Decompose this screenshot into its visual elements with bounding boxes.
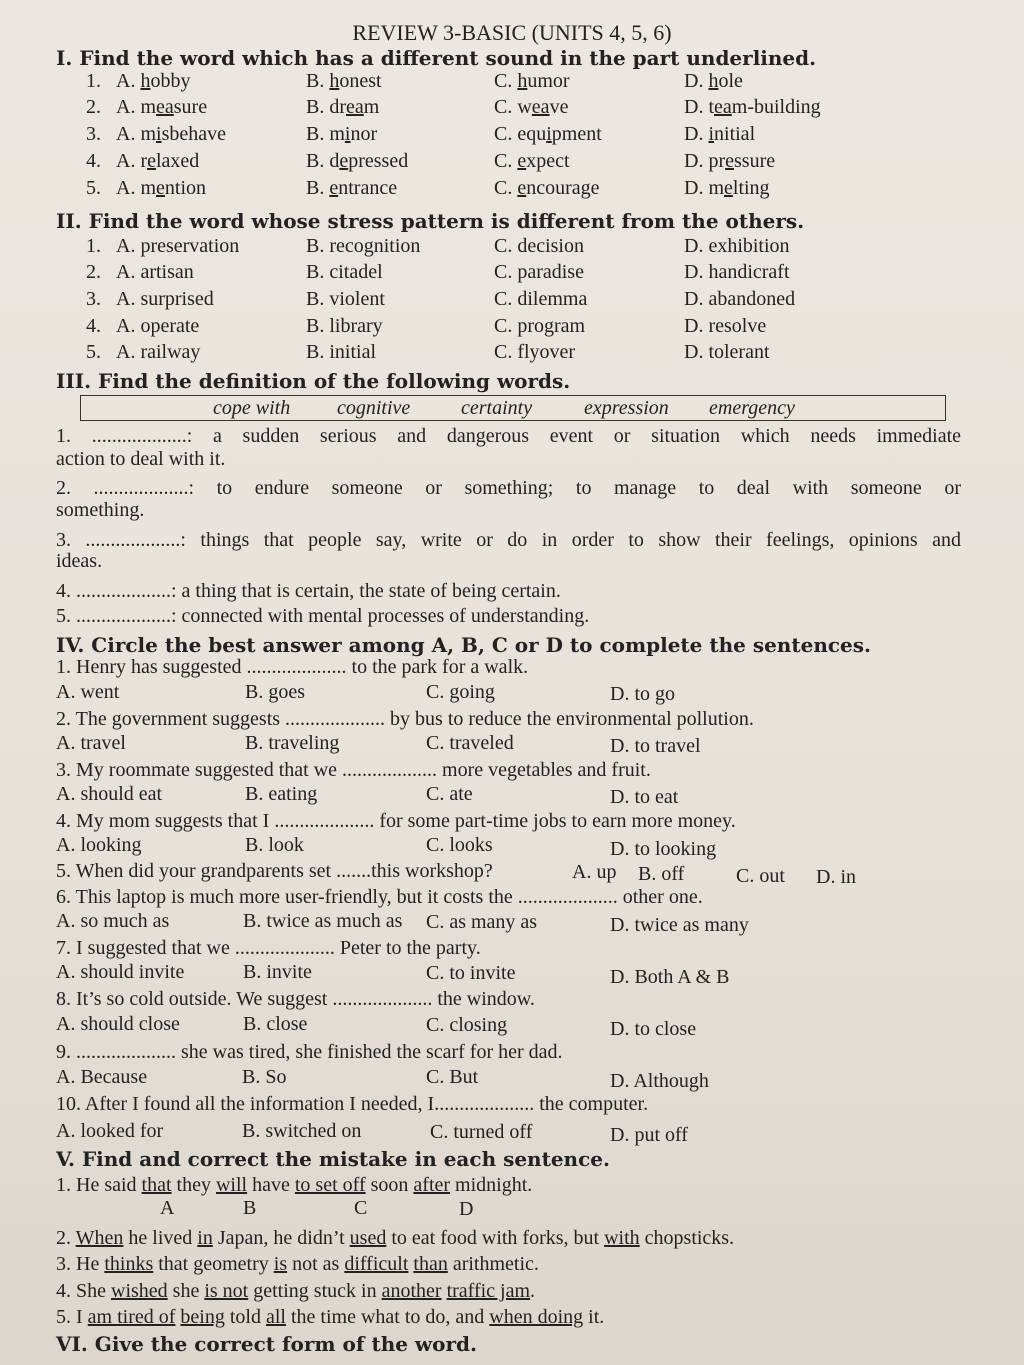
option-b[interactable]: B. invite bbox=[243, 961, 312, 983]
option-c[interactable]: C. program bbox=[494, 315, 586, 337]
underlined-part: e bbox=[156, 177, 165, 199]
section-3-heading: III. Find the definition of the following words. bbox=[56, 369, 571, 393]
option-c[interactable]: C. dilemma bbox=[494, 288, 588, 310]
option-b[interactable]: B. twice as much as bbox=[243, 910, 403, 932]
underlined-part: difficult bbox=[344, 1253, 409, 1275]
option-a[interactable]: A. railway bbox=[116, 341, 201, 363]
section-1-heading: I. Find the word which has a different sound in the part underlined. bbox=[56, 46, 817, 70]
option-d[interactable]: D. team-building bbox=[684, 96, 821, 118]
definition-2-cont: something. bbox=[56, 499, 145, 521]
option-c[interactable]: C. flyover bbox=[494, 341, 576, 363]
underlined-part: is not bbox=[204, 1280, 249, 1302]
question-row bbox=[0, 341, 1024, 367]
underlined-part: i bbox=[156, 123, 162, 145]
section-4-heading: IV. Circle the best answer among A, B, C or D to complete the sentences. bbox=[56, 633, 871, 657]
option-b[interactable]: B. dream bbox=[306, 96, 380, 118]
option-b[interactable]: B. eating bbox=[245, 783, 318, 805]
question-number: 5. bbox=[86, 341, 101, 363]
word-box-item: certainty bbox=[461, 397, 533, 419]
option-d[interactable]: D. to eat bbox=[610, 786, 679, 808]
option-d[interactable]: D. put off bbox=[610, 1124, 688, 1146]
option-c[interactable]: C. ate bbox=[426, 783, 473, 805]
option-d[interactable]: D. pressure bbox=[684, 150, 776, 172]
error-label-d: D bbox=[459, 1198, 474, 1220]
underlined-part: e bbox=[724, 177, 733, 199]
option-d[interactable]: D. Both A & B bbox=[610, 966, 730, 988]
option-d[interactable]: D. exhibition bbox=[684, 235, 790, 257]
question-9: 9. .................... she was tired, she finished the scarf for her dad. bbox=[56, 1041, 563, 1063]
option-a[interactable]: A. artisan bbox=[116, 261, 194, 283]
underlined-part: i bbox=[344, 123, 351, 145]
underlined-part: When bbox=[75, 1227, 124, 1249]
definition-1-cont: action to deal with it. bbox=[56, 448, 226, 470]
option-a[interactable]: A. surprised bbox=[116, 288, 214, 310]
option-b[interactable]: B. So bbox=[242, 1066, 287, 1088]
option-d[interactable]: D. tolerant bbox=[684, 341, 770, 363]
option-c[interactable]: C. to invite bbox=[426, 962, 516, 984]
underlined-part: e bbox=[517, 177, 527, 199]
option-d[interactable]: D. melting bbox=[684, 177, 770, 199]
underlined-part: when doing bbox=[489, 1306, 584, 1328]
error-label-b: B bbox=[243, 1197, 257, 1219]
option-a[interactable]: A. looking bbox=[56, 834, 142, 856]
word-box-item: emergency bbox=[709, 397, 795, 419]
underlined-part: traffic jam bbox=[446, 1280, 531, 1302]
option-c[interactable]: C. expect bbox=[494, 150, 570, 172]
underlined-part: ea bbox=[156, 96, 174, 118]
option-b[interactable]: B. close bbox=[243, 1013, 308, 1035]
error-sentence-5: 5. I am tired of being told all the time what to do, and when doing it. bbox=[56, 1306, 605, 1328]
option-c[interactable]: C. equipment bbox=[494, 123, 602, 145]
question-row bbox=[0, 235, 1024, 261]
question-2: 2. The government suggests .................... by bus to reduce the environmental pollution. bbox=[56, 708, 754, 730]
option-c[interactable]: C. closing bbox=[426, 1014, 508, 1036]
underlined-part: being bbox=[180, 1306, 225, 1328]
option-d[interactable]: D. in bbox=[816, 866, 856, 888]
definition-5: 5. ...................: connected with mental processes of understanding. bbox=[56, 605, 590, 627]
option-d[interactable]: D. hole bbox=[684, 70, 743, 92]
option-a[interactable]: A. should eat bbox=[56, 783, 163, 805]
option-b[interactable]: B. honest bbox=[306, 70, 382, 92]
option-d[interactable]: D. handicraft bbox=[684, 261, 790, 283]
option-c[interactable]: C. decision bbox=[494, 235, 584, 257]
option-c[interactable]: C. out bbox=[736, 865, 785, 887]
option-b[interactable]: B. violent bbox=[306, 288, 385, 310]
definition-2: 2. ...................: to endure someone or something; to manage to deal with someone or bbox=[56, 477, 961, 499]
option-a[interactable]: A. relaxed bbox=[116, 150, 200, 172]
definition-1: 1. ...................: a sudden serious and dangerous event or situation which needs immediate bbox=[56, 425, 961, 447]
question-number: 1. bbox=[86, 70, 101, 92]
page-title: REVIEW 3-BASIC (UNITS 4, 5, 6) bbox=[352, 20, 672, 45]
underlined-part: h bbox=[329, 70, 340, 92]
word-box bbox=[80, 395, 946, 421]
question-number: 3. bbox=[86, 288, 101, 310]
option-b[interactable]: B. depressed bbox=[306, 150, 409, 172]
question-4: 4. My mom suggests that I .................... for some part-time jobs to earn more money. bbox=[56, 810, 736, 832]
question-number: 4. bbox=[86, 315, 101, 337]
underlined-part: e bbox=[725, 150, 734, 172]
underlined-part: e bbox=[147, 150, 156, 172]
option-a[interactable]: A. operate bbox=[116, 315, 200, 337]
error-label-a: A bbox=[160, 1197, 175, 1219]
option-a[interactable]: A. Because bbox=[56, 1066, 148, 1088]
option-b[interactable]: B. off bbox=[638, 863, 685, 885]
underlined-part: ea bbox=[714, 96, 732, 118]
option-b[interactable]: B. entrance bbox=[306, 177, 398, 199]
question-number: 1. bbox=[86, 235, 101, 257]
section-6-heading: VI. Give the correct form of the word. bbox=[56, 1332, 477, 1356]
option-a[interactable]: A. measure bbox=[116, 96, 208, 118]
option-a[interactable]: A. mention bbox=[116, 177, 207, 199]
underlined-part: e bbox=[329, 177, 339, 199]
option-a[interactable]: A. misbehave bbox=[116, 123, 226, 145]
option-d[interactable]: D. abandoned bbox=[684, 288, 796, 310]
underlined-part: ea bbox=[346, 96, 364, 118]
option-a[interactable]: A. went bbox=[56, 681, 120, 703]
option-b[interactable]: B. switched on bbox=[242, 1120, 362, 1142]
definition-3-cont: ideas. bbox=[56, 550, 103, 572]
underlined-part: h bbox=[708, 70, 719, 92]
option-c[interactable]: C. going bbox=[426, 681, 495, 703]
option-c[interactable]: C. paradise bbox=[494, 261, 584, 283]
option-c[interactable]: C. But bbox=[426, 1066, 479, 1088]
option-d[interactable]: D. resolve bbox=[684, 315, 767, 337]
underlined-part: used bbox=[349, 1227, 387, 1249]
option-b[interactable]: B. citadel bbox=[306, 261, 383, 283]
option-d[interactable]: D. Although bbox=[610, 1070, 709, 1092]
option-a[interactable]: A. so much as bbox=[56, 910, 170, 932]
option-a[interactable]: A. travel bbox=[56, 732, 126, 754]
underlined-part: i bbox=[708, 123, 715, 145]
underlined-part: ea bbox=[531, 96, 550, 118]
word-box-item: expression bbox=[584, 397, 669, 419]
underlined-part: with bbox=[604, 1227, 640, 1249]
option-c[interactable]: C. as many as bbox=[426, 911, 538, 933]
option-b[interactable]: B. traveling bbox=[245, 732, 340, 754]
question-number: 3. bbox=[86, 123, 101, 145]
definition-4: 4. ...................: a thing that is certain, the state of being certain. bbox=[56, 580, 561, 602]
question-1: 1. Henry has suggested .................... to the park for a walk. bbox=[56, 656, 529, 678]
word-box-item: cope with bbox=[213, 397, 291, 419]
error-sentence-4: 4. She wished she is not getting stuck in another traffic jam. bbox=[56, 1280, 536, 1302]
underlined-part: will bbox=[215, 1174, 248, 1196]
option-d[interactable]: D. to looking bbox=[610, 838, 717, 860]
question-3: 3. My roommate suggested that we ................... more vegetables and fruit. bbox=[56, 759, 651, 781]
underlined-part: e bbox=[517, 150, 527, 172]
question-row bbox=[0, 150, 1024, 176]
underlined-part: h bbox=[517, 70, 528, 92]
option-a[interactable]: A. should close bbox=[56, 1013, 180, 1035]
option-b[interactable]: B. minor bbox=[306, 123, 378, 145]
underlined-part: after bbox=[413, 1174, 451, 1196]
section-5-heading: V. Find and correct the mistake in each sentence. bbox=[56, 1147, 610, 1171]
error-sentence-2: 2. When he lived in Japan, he didn’t used to eat food with forks, but with chopsticks. bbox=[56, 1227, 735, 1249]
option-c[interactable]: C. humor bbox=[494, 70, 570, 92]
underlined-part: am tired of bbox=[87, 1306, 176, 1328]
option-d[interactable]: D. to go bbox=[610, 683, 675, 705]
question-number: 5. bbox=[86, 177, 101, 199]
question-8: 8. It’s so cold outside. We suggest .................... the window. bbox=[56, 988, 535, 1010]
question-row bbox=[0, 177, 1024, 203]
word-box-item: cognitive bbox=[337, 397, 411, 419]
option-a[interactable]: A. preservation bbox=[116, 235, 240, 257]
question-number: 4. bbox=[86, 150, 101, 172]
question-number: 2. bbox=[86, 261, 101, 283]
underlined-part: in bbox=[197, 1227, 213, 1249]
section-2-heading: II. Find the word whose stress pattern is different from the others. bbox=[56, 209, 805, 233]
underlined-part: e bbox=[339, 150, 349, 172]
option-c[interactable]: C. encourage bbox=[494, 177, 600, 199]
option-c[interactable]: C. turned off bbox=[430, 1121, 533, 1143]
option-a[interactable]: A. hobby bbox=[116, 70, 191, 92]
question-row bbox=[0, 96, 1024, 122]
underlined-part: thinks bbox=[104, 1253, 154, 1275]
underlined-part: to set off bbox=[294, 1174, 366, 1196]
option-a[interactable]: A. should invite bbox=[56, 961, 185, 983]
option-a[interactable]: A. looked for bbox=[56, 1120, 164, 1142]
error-sentence-1: 1. He said that they will have to set off soon after midnight. bbox=[56, 1174, 533, 1196]
question-7: 7. I suggested that we .................... Peter to the party. bbox=[56, 937, 481, 959]
question-row bbox=[0, 123, 1024, 149]
option-d[interactable]: D. to close bbox=[610, 1018, 697, 1040]
underlined-part: all bbox=[265, 1306, 286, 1328]
option-b[interactable]: B. recognition bbox=[306, 235, 421, 257]
question-number: 2. bbox=[86, 96, 101, 118]
option-d[interactable]: D. to travel bbox=[610, 735, 701, 757]
option-c[interactable]: C. traveled bbox=[426, 732, 514, 754]
question-row bbox=[0, 288, 1024, 314]
underlined-part: another bbox=[381, 1280, 442, 1302]
option-c[interactable]: C. looks bbox=[426, 834, 493, 856]
option-a[interactable]: A. up bbox=[572, 861, 617, 883]
option-b[interactable]: B. initial bbox=[306, 341, 376, 363]
question-5: 5. When did your grandparents set .......this workshop? bbox=[56, 860, 493, 882]
underlined-part: that bbox=[141, 1174, 172, 1196]
option-d[interactable]: D. initial bbox=[684, 123, 756, 145]
question-row bbox=[0, 70, 1024, 96]
option-b[interactable]: B. goes bbox=[245, 681, 305, 703]
underlined-part: i bbox=[546, 123, 552, 145]
underlined-part: wished bbox=[111, 1280, 168, 1302]
underlined-part: than bbox=[413, 1253, 448, 1275]
underlined-part: h bbox=[140, 70, 151, 92]
question-6: 6. This laptop is much more user-friendly, but it costs the .................... other one. bbox=[56, 886, 703, 908]
option-b[interactable]: B. look bbox=[245, 834, 304, 856]
question-10: 10. After I found all the information I needed, I.................... the computer. bbox=[56, 1093, 649, 1115]
question-row bbox=[0, 315, 1024, 341]
option-d[interactable]: D. twice as many bbox=[610, 914, 749, 936]
underlined-part: is bbox=[273, 1253, 288, 1275]
option-c[interactable]: C. weave bbox=[494, 96, 569, 118]
question-row bbox=[0, 261, 1024, 287]
option-b[interactable]: B. library bbox=[306, 315, 383, 337]
error-label-c: C bbox=[354, 1197, 368, 1219]
definition-3: 3. ...................: things that people say, write or do in order to show their feelings, opinions and bbox=[56, 529, 961, 551]
error-sentence-3: 3. He thinks that geometry is not as difficult than arithmetic. bbox=[56, 1253, 539, 1275]
